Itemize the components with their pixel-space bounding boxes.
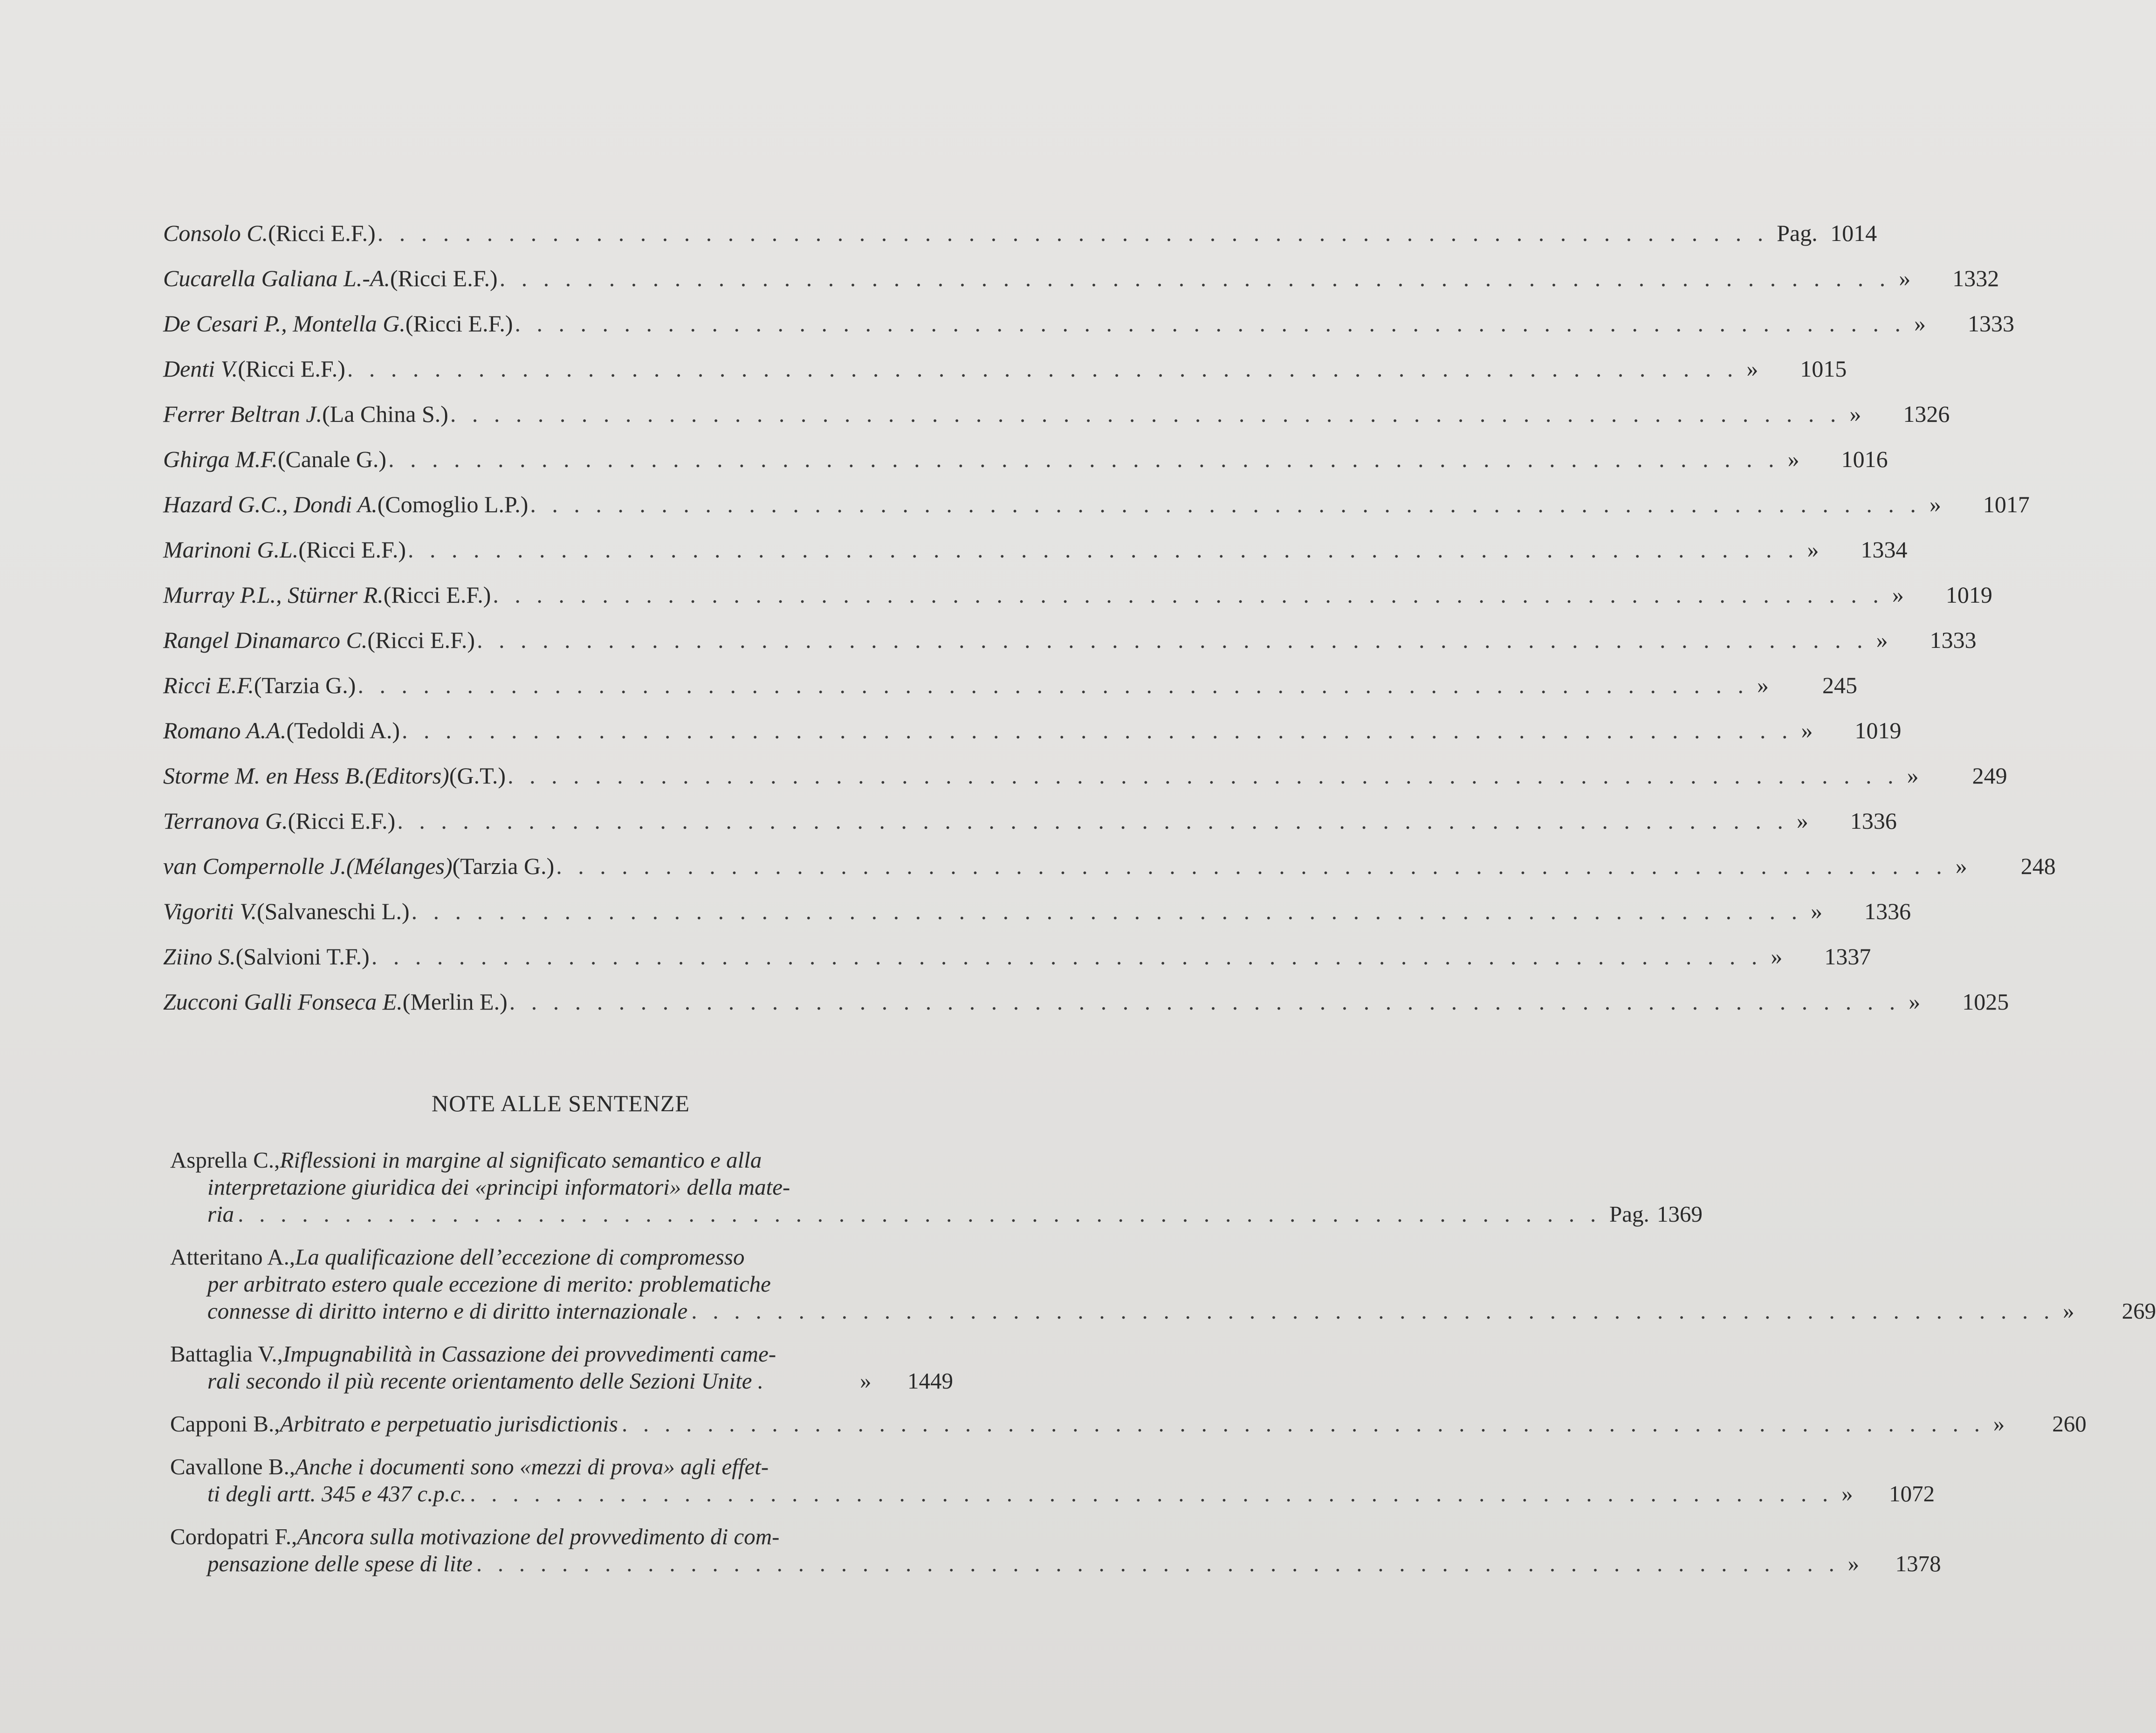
leader-dots: . . . . . . . . . . . . . . . . . . . . . . . . . . . . . . . . . . . . . . . . . . . . . . . . . . . . . . . . . . . . . . . . [508, 763, 1899, 789]
leader-dots: . . . . . . . . . . . . . . . . . . . . . . . . . . . . . . . . . . . . . . . . . . . . . . . . . . . . . . . . . . . . . . . . [493, 582, 1884, 608]
entry-reviewer: (Ricci E.F.) [390, 265, 498, 291]
entry-reviewer: (Ricci E.F.) [405, 310, 513, 337]
list-item [163, 581, 1992, 626]
note-title-line: Riflessioni in margine al significato semantico e alla [280, 1147, 762, 1173]
note-title-line: connesse di diritto interno e di diritto internazionale [207, 1298, 688, 1324]
leader-dots: . . . . . . . . . . . . . . . . . . . . . . . . . . . . . . . . . . . . . . . . . . . . . . . . . . . . . . . . . . . . . . . . [509, 989, 1901, 1015]
entry-reviewer: (Ricci E.F.) [268, 220, 376, 246]
entry-reviewer: (Ricci E.F.) [288, 808, 396, 834]
entry-author: Rangel Dinamarco C. [163, 627, 368, 653]
entry-author: Hazard G.C., Dondi A. [163, 491, 378, 517]
page-ref: » 1378 [1847, 1551, 1941, 1576]
list-item [163, 988, 2009, 1033]
leader-dots: . . . . . . . . . . . . . . . . . . . . . . . . . . . . . . . . . . . . . . . . . . . . . . . . . . . . . . . . . . . . . . . . [402, 717, 1793, 743]
list-item [170, 1410, 2087, 1437]
entry-author: De Cesari P., Montella G. [163, 310, 405, 337]
leader-dots: . . . . . . . . . . . . . . . . . . . . . . . . . . . . . . . . . . . . . . . . . . . . . . . . . . . . . . . . . . . . . . . . [470, 1481, 1833, 1506]
list-item [163, 490, 2030, 536]
note-title-line: pensazione delle spese di lite [207, 1551, 473, 1576]
page-ref: » 1017 [1929, 491, 2030, 517]
page-ref: » 1016 [1787, 446, 1888, 472]
list-item [163, 762, 2007, 807]
list-item [170, 1453, 1935, 1507]
list-item [163, 716, 1902, 762]
entry-reviewer: (Ricci E.F.) [298, 536, 406, 563]
page-ref: » 1449 [860, 1368, 953, 1394]
entry-reviewer: (Ricci E.F.) [367, 627, 475, 653]
page-ref: » 1333 [1876, 627, 1977, 653]
page-ref: » 1326 [1849, 401, 1950, 427]
leader-dots: . . . . . . . . . . . . . . . . . . . . . . . . . . . . . . . . . . . . . . . . . . . . . . . . . . . . . . . . . . . . . . . . [450, 401, 1841, 427]
leader-dots: . . . . . . . . . . . . . . . . . . . . . . . . . . . . . . . . . . . . . . . . . . . . . . . . . . . . . . . . . . . . . . . . [499, 265, 1891, 291]
leader-dots: . . . . . . . . . . . . . . . . . . . . . . . . . . . . . . . . . . . . . . . . . . . . . . . . . . . . . . . . . . . . . . . . [397, 808, 1788, 834]
page-ref: » 1333 [1914, 310, 2015, 337]
note-title-line: Anche i documenti sono «mezzi di prova» agli effet- [295, 1454, 769, 1479]
leader-dots: . . . . . . . . . . . . . . . . . . . . . . . . . . . . . . . . . . . . . . . . . . . . . . . . . . . . . . . . . . . . . . . . [621, 1411, 1985, 1437]
entry-work: (Editors) [365, 763, 449, 789]
note-title-line: Ancora sulla motivazione del provvedimento di com- [297, 1524, 780, 1549]
entry-reviewer: (Ricci E.F.) [238, 356, 345, 382]
entry-author: Ferrer Beltran J. [163, 401, 323, 427]
entry-reviewer: (Canale G.) [277, 446, 387, 472]
entry-author: Terranova G. [163, 808, 288, 834]
leader-dots: . . . . . . . . . . . . . . . . . . . . . . . . . . . . . . . . . . . . . . . . . . . . . . . . . . . . . . . . . . . . . . . . [411, 898, 1803, 924]
leader-dots: . . . . . . . . . . . . . . . . . . . . . . . . . . . . . . . . . . . . . . . . . . . . . . . . . . . . . . . . . . . . . . . . [556, 853, 1947, 879]
list-item [163, 400, 1950, 445]
entry-author: Denti V. [163, 356, 238, 382]
page-ref: » 1336 [1796, 808, 1897, 834]
reviews-list [163, 219, 2056, 1033]
entry-reviewer: (Merlin E.) [402, 989, 508, 1015]
note-author: Battaglia V., [170, 1341, 283, 1367]
list-item [163, 219, 1877, 264]
section-heading: NOTE ALLE SENTENZE [431, 1090, 690, 1116]
page-ref: » 1336 [1811, 898, 1911, 924]
page-ref: » 1334 [1807, 536, 1908, 563]
page-ref: » 1019 [1892, 582, 1992, 608]
note-title-line: Impugnabilità in Cassazione dei provvedimenti came- [282, 1341, 776, 1367]
leader-dots: . . . . . . . . . . . . . . . . . . . . . . . . . . . . . . . . . . . . . . . . . . . . . . . . . . . . . . . . . . . . . . . . [371, 943, 1763, 970]
leader-dots: . . . . . . . . . . . . . . . . . . . . . . . . . . . . . . . . . . . . . . . . . . . . . . . . . . . . . . . . . . . . . . . . [476, 1551, 1840, 1576]
entry-author: Murray P.L., Stürner R. [163, 582, 384, 608]
list-item [163, 626, 1977, 671]
list-item [170, 1147, 1703, 1228]
entry-author: Storme M. en Hess B. [163, 763, 365, 789]
list-item [163, 807, 1897, 852]
note-title-line: ria [207, 1201, 234, 1227]
leader-dots: . . . . . . . . . . . . . . . . . . . . . . . . . . . . . . . . . . . . . . . . . . . . . . . . . . . . . . . . . . . . . . . . [238, 1201, 1601, 1227]
page-ref: » 1025 [1909, 989, 2009, 1015]
note-title-line: ti degli artt. 345 e 437 c.p.c. [207, 1481, 467, 1506]
entry-author: Cucarella Galiana L.-A. [163, 265, 391, 291]
list-item [163, 897, 1911, 942]
page-ref: » 1019 [1801, 717, 1902, 743]
page-ref: » 248 [1955, 853, 2056, 879]
note-author: Cavallone B., [170, 1454, 295, 1479]
entry-reviewer: (Tarzia G.) [254, 672, 356, 698]
entry-author: Marinoni G.L. [163, 536, 299, 563]
entry-reviewer: (La China S.) [322, 401, 448, 427]
entry-reviewer: (Tedoldi A.) [286, 717, 400, 743]
leader-dots: . . . . . . . . . . . . . . . . . . . . . . . . . . . . . . . . . . . . . . . . . . . . . . . . . . . . . . . . . . . . . . . . [691, 1298, 2055, 1324]
list-item [163, 852, 2056, 897]
note-author: Capponi B., [170, 1411, 280, 1437]
entry-author: Ziino S. [163, 943, 236, 970]
entry-author: Ghirga M.F. [163, 446, 278, 472]
note-author: Cordopatri F., [170, 1524, 297, 1549]
page-ref: » 245 [1757, 672, 1857, 698]
page-ref: Pag. 1014 [1777, 220, 1877, 246]
entry-author: Vigoriti V. [163, 898, 257, 924]
list-item [163, 264, 1999, 309]
entry-reviewer: (Salvaneschi L.) [256, 898, 410, 924]
entry-author: Romano A.A. [163, 717, 287, 743]
entry-reviewer: (Comoglio L.P.) [377, 491, 529, 517]
page-ref: » 269 [2063, 1298, 2156, 1324]
leader-dots: . . . . . . . . . . . . . . . . . . . . . . . . . . . . . . . . . . . . . . . . . . . . . . . . . . . . . . . . . . . . . . . . [357, 672, 1749, 698]
leader-dots: . . . . . . . . . . . . . . . . . . . . . . . . . . . . . . . . . . . . . . . . . . . . . . . . . . . . . . . . . . . . . . . . [477, 627, 1868, 653]
page-ref: Pag. 1369 [1609, 1201, 1703, 1227]
entry-author: Ricci E.F. [163, 672, 254, 698]
leader-dots: . . . . . . . . . . . . . . . . . . . . . . . . . . . . . . . . . . . . . . . . . . . . . . . . . . . . . . . . . . . . . . . . [377, 220, 1769, 246]
list-item [163, 355, 1847, 400]
entry-author: Zucconi Galli Fonseca E. [163, 989, 403, 1015]
page-ref: » 1337 [1771, 943, 1871, 970]
entry-reviewer: (Salvioni T.F.) [235, 943, 370, 970]
list-item [163, 671, 1857, 716]
note-title-line: interpretazione giuridica dei «principi informatori» della mate- [207, 1174, 790, 1200]
entry-work: (Mélanges) [346, 853, 453, 879]
note-title-line: Arbitrato e perpetuatio jurisdictionis [280, 1411, 618, 1437]
note-title-line: rali secondo il più recente orientamento delle Sezioni Unite . [207, 1368, 763, 1394]
leader-dots: . . . . . . . . . . . . . . . . . . . . . . . . . . . . . . . . . . . . . . . . . . . . . . . . . . . . . . . . . . . . . . . . [407, 536, 1799, 563]
entry-author: Consolo C. [163, 220, 268, 246]
list-item [170, 1341, 953, 1395]
leader-dots: . . . . . . . . . . . . . . . . . . . . . . . . . . . . . . . . . . . . . . . . . . . . . . . . . . . . . . . . . . . . . . . . [515, 310, 1906, 337]
note-title-line: per arbitrato estero quale eccezione di merito: problematiche [207, 1271, 771, 1297]
list-item [163, 445, 1888, 490]
note-author: Atteritano A., [170, 1244, 295, 1270]
leader-dots: . . . . . . . . . . . . . . . . . . . . . . . . . . . . . . . . . . . . . . . . . . . . . . . . . . . . . . . . . . . . . . . . [347, 356, 1738, 382]
list-item [163, 309, 2015, 355]
page-ref: » 1015 [1746, 356, 1847, 382]
list-item [170, 1523, 1941, 1577]
entry-reviewer: (G.T.) [449, 763, 506, 789]
page-ref: » 249 [1907, 763, 2007, 789]
entry-reviewer: (Ricci E.F.) [383, 582, 491, 608]
list-item [163, 536, 1908, 581]
entry-reviewer: (Tarzia G.) [452, 853, 555, 879]
page-ref: » 1332 [1899, 265, 1999, 291]
leader-dots: . . . . . . . . . . . . . . . . . . . . . . . . . . . . . . . . . . . . . . . . . . . . . . . . . . . . . . . . . . . . . . . . [530, 491, 1921, 517]
note-author: Asprella C., [170, 1147, 280, 1173]
list-item [163, 942, 1871, 988]
notes-list [170, 1147, 2156, 1593]
note-title-line: La qualificazione dell’eccezione di compromesso [295, 1244, 745, 1270]
page-ref: » 1072 [1841, 1481, 1935, 1506]
entry-author: van Compernolle J. [163, 853, 346, 879]
list-item [170, 1244, 2156, 1325]
page-ref: » 260 [1993, 1411, 2087, 1437]
leader-dots: . . . . . . . . . . . . . . . . . . . . . . . . . . . . . . . . . . . . . . . . . . . . . . . . . . . . . . . . . . . . . . . . [388, 446, 1779, 472]
